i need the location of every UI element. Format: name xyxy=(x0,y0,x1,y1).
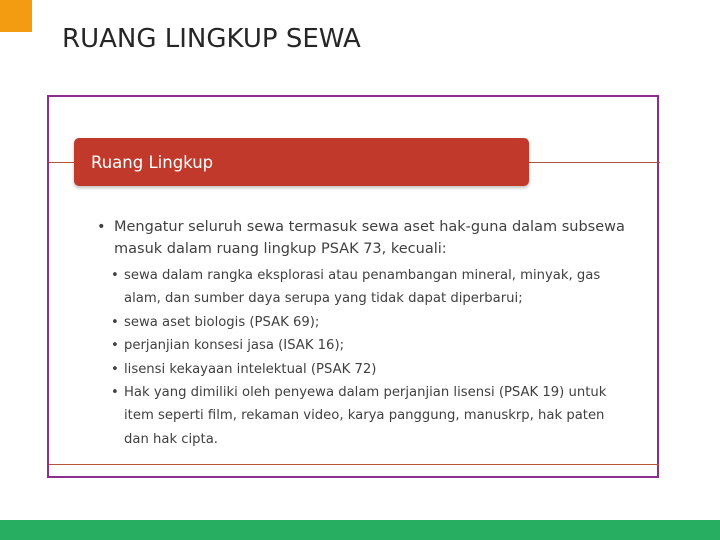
exception-item xyxy=(111,381,631,451)
exception-text: sewa aset biologis (PSAK 69); xyxy=(124,314,320,330)
main-bullet xyxy=(97,216,627,260)
divider-line-left xyxy=(49,162,75,163)
bullet-icon: • xyxy=(111,338,119,354)
slide-title: RUANG LINGKUP SEWA xyxy=(62,24,361,54)
divider-line-bottom xyxy=(49,464,659,465)
divider-line-right xyxy=(528,162,660,163)
bullet-icon: • xyxy=(111,268,119,283)
bullet-icon: • xyxy=(111,314,119,330)
exception-list xyxy=(111,264,631,451)
corner-accent xyxy=(0,0,32,32)
bullet-icon: • xyxy=(111,385,119,401)
exception-text: Hak yang dimiliki oleh penyewa dalam perjanjian lisensi (PSAK 19) untuk item seperti film, rekaman video, karya panggung, manuskrp, hak paten dan hak cipta. xyxy=(124,385,607,447)
exception-item xyxy=(111,264,631,311)
exception-text: sewa dalam rangka eksplorasi atau penambangan mineral, minyak, gas alam, dan sumber daya serupa yang tidak dapat diperbarui; xyxy=(124,268,601,307)
exception-text: perjanjian konsesi jasa (ISAK 16); xyxy=(124,338,345,354)
exception-item xyxy=(111,334,631,357)
exception-item xyxy=(111,358,631,381)
main-bullet-text: Mengatur seluruh sewa termasuk sewa aset hak-guna dalam subsewa masuk dalam ruang lingkup PSAK 73, kecuali: xyxy=(114,219,625,257)
exception-item xyxy=(111,311,631,334)
section-header xyxy=(74,138,529,186)
footer-bar xyxy=(0,520,720,540)
bullet-icon: • xyxy=(111,361,119,377)
bullet-icon: • xyxy=(97,219,106,235)
section-header-label: Ruang Lingkup xyxy=(91,152,214,172)
exception-text: lisensi kekayaan intelektual (PSAK 72) xyxy=(124,361,377,377)
